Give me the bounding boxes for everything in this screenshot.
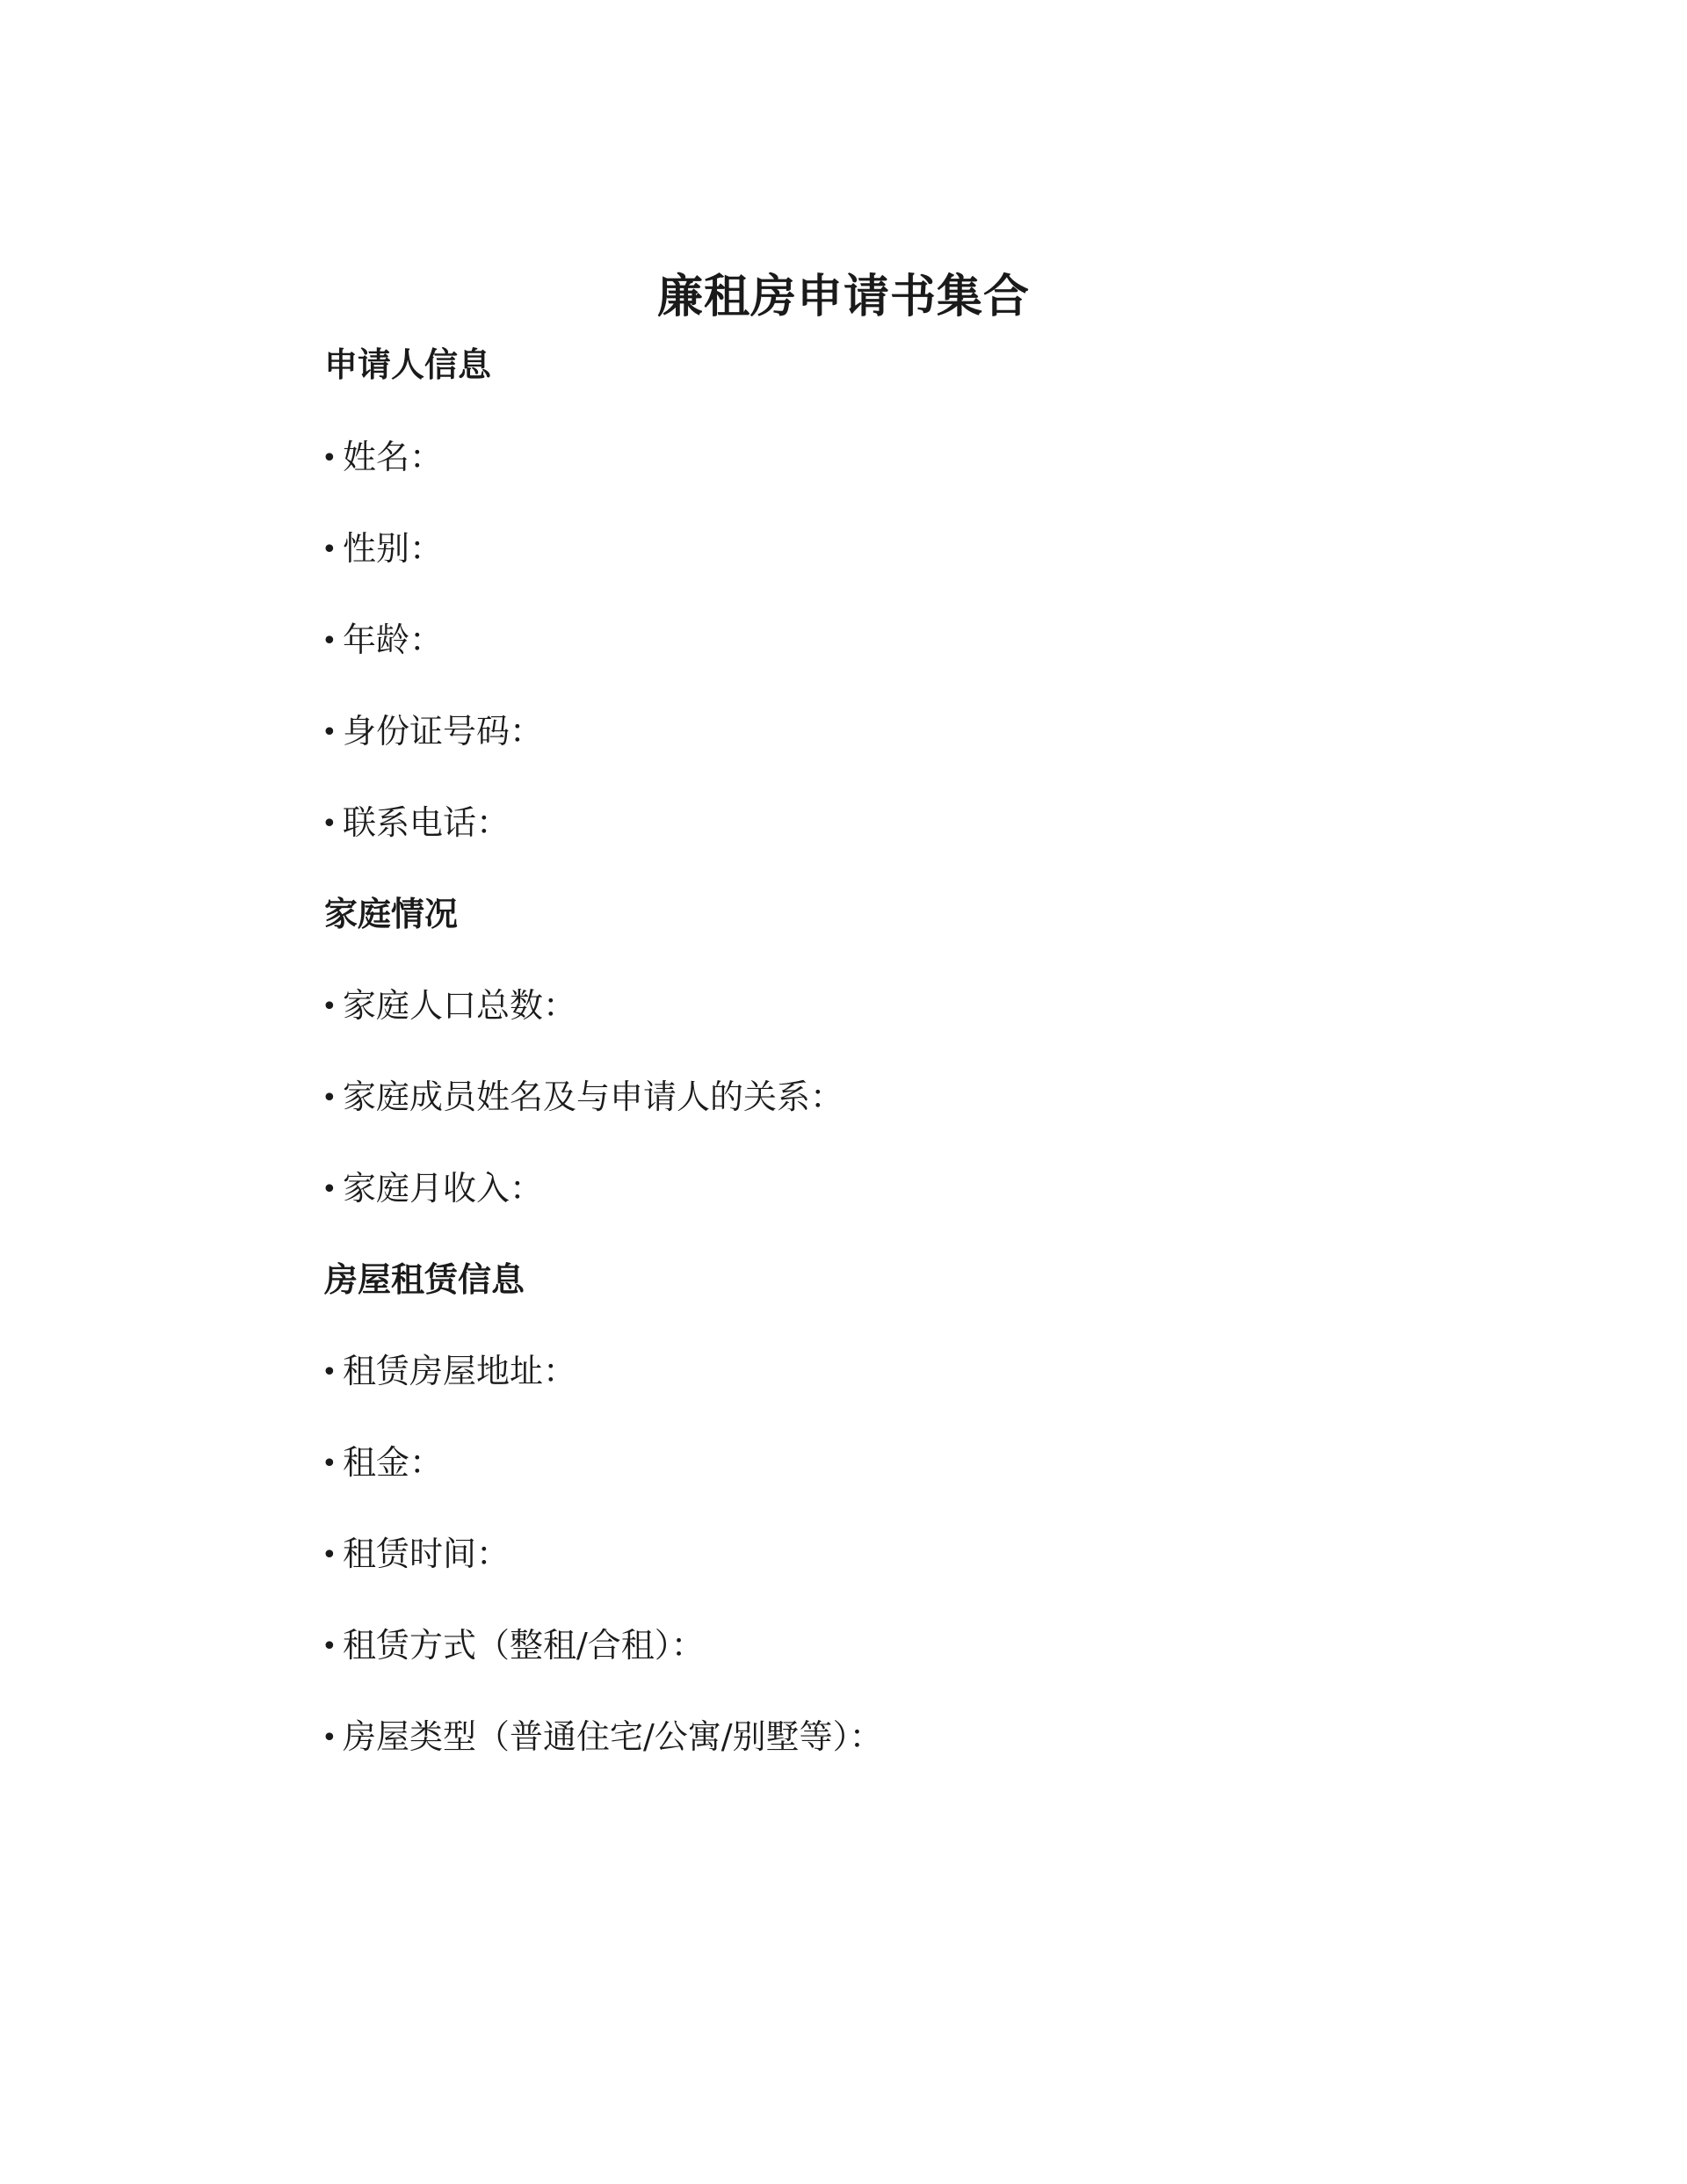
field-label: 家庭月收入： (343, 1169, 544, 1208)
field-family-members (322, 1070, 844, 1125)
bullet-icon: • (322, 1083, 337, 1114)
field-label: 性别： (343, 529, 444, 568)
field-label: 身份证号码： (343, 712, 544, 751)
bullet-icon: • (322, 717, 337, 748)
section-heading-family-info: 家庭情况 (324, 894, 459, 933)
field-id-number (322, 705, 543, 759)
field-label: 联系电话： (343, 803, 510, 842)
field-rental-mode (322, 1619, 705, 1673)
bullet-icon: • (322, 1357, 337, 1388)
document-title: 廉租房申请书集合 (656, 270, 1030, 323)
bullet-icon: • (322, 809, 337, 839)
field-household-size (322, 979, 576, 1034)
bullet-icon: • (322, 1174, 337, 1205)
bullet-icon: • (322, 991, 337, 1022)
field-label: 房屋类型（普通住宅/公寓/别墅等）： (343, 1717, 883, 1756)
section-heading-rental-info: 房屋租赁信息 (324, 1259, 525, 1299)
field-label: 租赁房屋地址： (343, 1352, 577, 1390)
bullet-icon: • (322, 534, 337, 565)
field-label: 年龄： (343, 620, 444, 659)
bullet-icon: • (322, 1631, 337, 1662)
field-rental-address (322, 1345, 576, 1399)
field-rental-period (322, 1527, 510, 1582)
field-monthly-income (322, 1162, 543, 1216)
field-name (322, 431, 443, 485)
section-heading-applicant-info: 申请人信息 (324, 345, 492, 384)
field-label: 家庭人口总数： (343, 986, 577, 1025)
bullet-icon: • (322, 626, 337, 657)
field-label: 租赁时间： (343, 1535, 510, 1573)
field-age (322, 613, 443, 668)
bullet-icon: • (322, 1540, 337, 1571)
bullet-icon: • (322, 1723, 337, 1753)
field-label: 姓名： (343, 438, 444, 476)
bullet-icon: • (322, 443, 337, 474)
field-label: 家庭成员姓名及与申请人的关系： (343, 1077, 844, 1116)
bullet-icon: • (322, 1448, 337, 1479)
field-label: 租金： (343, 1443, 444, 1482)
field-rent (322, 1436, 443, 1491)
field-phone (322, 796, 510, 851)
field-gender (322, 522, 443, 577)
field-label: 租赁方式（整租/合租）： (343, 1626, 705, 1665)
field-housing-type (322, 1710, 883, 1765)
